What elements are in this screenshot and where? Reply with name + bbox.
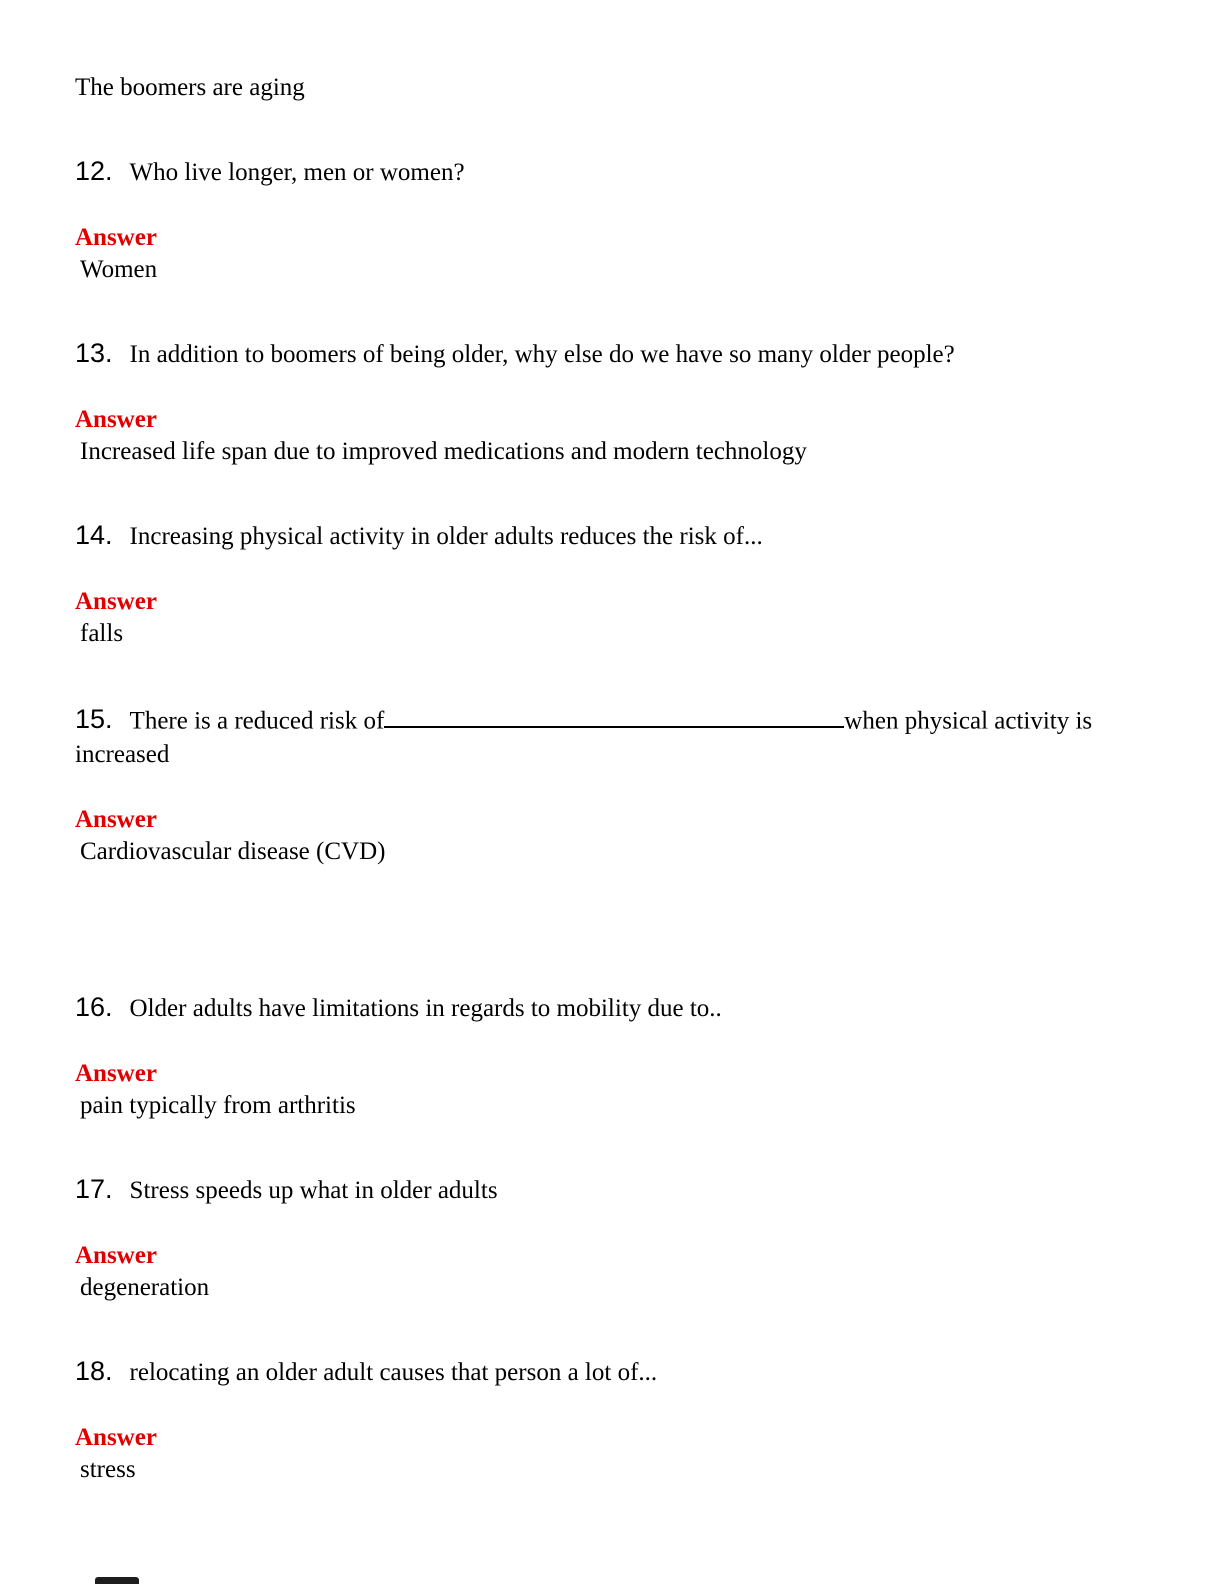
question-number: 16.: [75, 992, 113, 1023]
answer-label: Answer: [75, 1424, 157, 1452]
question-block-16: [75, 990, 1149, 1122]
answer-label: Answer: [75, 1060, 157, 1088]
question-16: [75, 990, 1149, 1026]
page-bottom-artifact: [95, 1577, 139, 1584]
answer-text: falls: [80, 620, 124, 647]
answer-text: Women: [80, 256, 158, 283]
question-number: 13.: [75, 338, 113, 368]
answer-label: Answer: [75, 588, 157, 615]
question-number: 18.: [75, 1356, 113, 1387]
question-15: [75, 700, 1149, 772]
answer-label: Answer: [75, 406, 157, 433]
answer-text: degeneration: [80, 1274, 210, 1302]
question-block-13: [75, 336, 1149, 468]
fill-in-blank-line: [384, 700, 844, 728]
question-text: Increasing physical activity in older adults reduces the risk of...: [129, 523, 763, 550]
question-13: [75, 336, 1149, 372]
question-text-after-blank: when physical activity is increased: [75, 707, 1093, 769]
question-18: [75, 1354, 1149, 1390]
question-number: 15.: [75, 704, 113, 735]
question-14: [75, 518, 1149, 554]
question-block-12: [75, 154, 1149, 286]
question-number: 17.: [75, 1174, 113, 1205]
question-text: Who live longer, men or women?: [129, 159, 465, 186]
question-number: 14.: [75, 520, 113, 550]
answer-text: Increased life span due to improved medications and modern technology: [80, 438, 807, 465]
question-text-before-blank: There is a reduced risk of: [129, 707, 385, 735]
answer-label: Answer: [75, 1242, 157, 1270]
question-block-15: [75, 700, 1149, 868]
intro-text: The boomers are aging: [75, 74, 305, 101]
question-text: relocating an older adult causes that person a lot of...: [129, 1359, 658, 1387]
answer-text: pain typically from arthritis: [80, 1092, 356, 1120]
answer-text: stress: [80, 1456, 136, 1484]
question-block-14: [75, 518, 1149, 650]
question-block-18: [75, 1354, 1149, 1486]
question-17: [75, 1172, 1149, 1208]
question-text: Stress speeds up what in older adults: [129, 1177, 498, 1205]
answer-text: Cardiovascular disease (CVD): [80, 838, 386, 866]
question-number: 12.: [75, 156, 113, 186]
answer-label: Answer: [75, 224, 157, 251]
question-text: Older adults have limitations in regards to mobility due to..: [129, 995, 722, 1023]
question-12: [75, 154, 1149, 190]
answer-label: Answer: [75, 806, 157, 834]
question-block-17: [75, 1172, 1149, 1304]
question-text: In addition to boomers of being older, why else do we have so many older people?: [129, 341, 955, 368]
